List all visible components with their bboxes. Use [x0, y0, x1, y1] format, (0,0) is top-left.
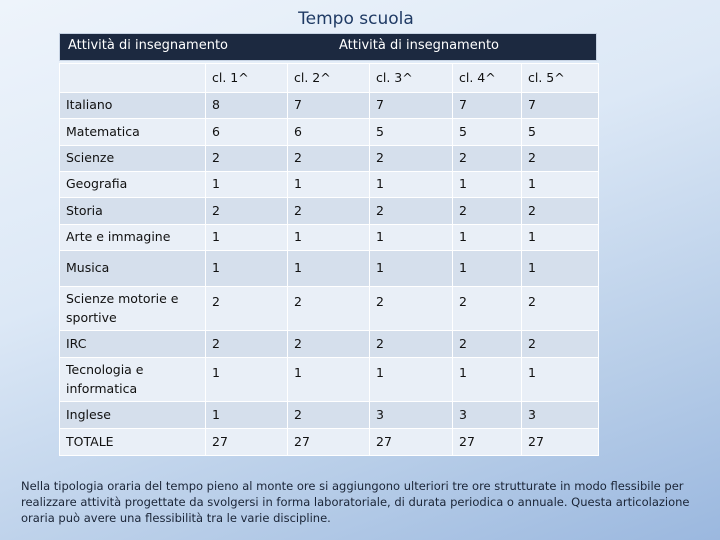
hours-cell: 2: [288, 198, 370, 225]
subject-cell: Inglese: [60, 402, 206, 429]
hours-cell: 1: [206, 172, 288, 198]
hours-cell: 3: [370, 402, 453, 429]
hours-cell: 2: [522, 287, 599, 331]
hours-cell: 2: [288, 331, 370, 358]
hours-cell: 2: [453, 331, 522, 358]
hours-cell: 1: [522, 225, 599, 251]
hours-cell: 1: [288, 251, 370, 287]
hours-cell: 1: [453, 225, 522, 251]
footnote-text: Nella tipologia oraria del tempo pieno al monte ore si aggiungono ulteriori tre ore strutturate in modo flessibile per realizzare attività progettate da svolgersi in forma laboratoriale, di durata periodica o annuale. Questa articolazione oraria può avere una flessibilità tra le varie discipline.: [21, 479, 690, 526]
hours-cell: 2: [453, 287, 522, 331]
table-header-bar: [59, 33, 597, 61]
hours-cell: 27: [206, 429, 288, 456]
hours-cell: 2: [288, 287, 370, 331]
column-header-subject: [60, 64, 206, 93]
table-row: [60, 146, 599, 172]
hours-cell: 2: [453, 198, 522, 225]
subject-cell: TOTALE: [60, 429, 206, 456]
subject-cell: Musica: [60, 251, 206, 287]
slide-title: Tempo scuola: [298, 9, 414, 29]
table-row: [60, 93, 599, 119]
hours-cell: 5: [522, 119, 599, 146]
table-row: [60, 402, 599, 429]
hours-cell: 6: [288, 119, 370, 146]
hours-cell: 1: [453, 251, 522, 287]
hours-cell: 2: [288, 146, 370, 172]
hours-cell: 1: [370, 358, 453, 402]
hours-cell: 2: [522, 146, 599, 172]
hours-cell: 5: [453, 119, 522, 146]
hours-cell: 6: [206, 119, 288, 146]
hours-cell: 5: [370, 119, 453, 146]
subject-cell: Storia: [60, 198, 206, 225]
hours-cell: 1: [288, 225, 370, 251]
hours-cell: 2: [370, 146, 453, 172]
hours-cell: 27: [453, 429, 522, 456]
header-right-label: Attività di insegnamento: [339, 38, 499, 53]
subject-cell: Scienze: [60, 146, 206, 172]
hours-cell: 27: [522, 429, 599, 456]
schedule-table: [59, 63, 599, 456]
table-row: [60, 119, 599, 146]
hours-cell: 1: [522, 172, 599, 198]
subject-cell: Tecnologia e informatica: [60, 358, 206, 402]
table-row: [60, 331, 599, 358]
column-header-row: [60, 64, 599, 93]
hours-cell: 1: [453, 358, 522, 402]
column-header-class-1: cl. 1^: [206, 64, 288, 93]
hours-cell: 2: [288, 402, 370, 429]
hours-cell: 2: [206, 331, 288, 358]
hours-cell: 2: [206, 146, 288, 172]
hours-cell: 2: [522, 198, 599, 225]
table-row: [60, 225, 599, 251]
table-row: [60, 287, 599, 331]
hours-cell: 1: [522, 251, 599, 287]
hours-cell: 1: [288, 358, 370, 402]
subject-cell: Italiano: [60, 93, 206, 119]
hours-cell: 2: [370, 331, 453, 358]
column-header-class-5: cl. 5^: [522, 64, 599, 93]
table-row: [60, 198, 599, 225]
hours-cell: 1: [206, 402, 288, 429]
column-header-class-3: cl. 3^: [370, 64, 453, 93]
total-row: [60, 429, 599, 456]
subject-cell: Matematica: [60, 119, 206, 146]
hours-cell: 1: [522, 358, 599, 402]
hours-cell: 27: [288, 429, 370, 456]
hours-cell: 1: [288, 172, 370, 198]
hours-cell: 1: [206, 225, 288, 251]
subject-cell: Arte e immagine: [60, 225, 206, 251]
hours-cell: 8: [206, 93, 288, 119]
column-header-class-2: cl. 2^: [288, 64, 370, 93]
hours-cell: 7: [288, 93, 370, 119]
hours-cell: 3: [453, 402, 522, 429]
hours-cell: 1: [206, 251, 288, 287]
hours-cell: 7: [370, 93, 453, 119]
hours-cell: 1: [370, 251, 453, 287]
hours-cell: 2: [206, 287, 288, 331]
hours-cell: 3: [522, 402, 599, 429]
hours-cell: 1: [206, 358, 288, 402]
subject-cell: Geografia: [60, 172, 206, 198]
table-row: [60, 358, 599, 402]
hours-cell: 7: [522, 93, 599, 119]
hours-cell: 1: [453, 172, 522, 198]
column-header-class-4: cl. 4^: [453, 64, 522, 93]
hours-cell: 1: [370, 172, 453, 198]
hours-cell: 2: [453, 146, 522, 172]
hours-cell: 1: [370, 225, 453, 251]
table-row: [60, 251, 599, 287]
hours-cell: 2: [522, 331, 599, 358]
hours-cell: 27: [370, 429, 453, 456]
table-row: [60, 172, 599, 198]
hours-cell: 2: [370, 287, 453, 331]
hours-cell: 2: [206, 198, 288, 225]
subject-cell: Scienze motorie e sportive: [60, 287, 206, 331]
header-left-label: Attività di insegnamento: [68, 38, 228, 53]
hours-cell: 2: [370, 198, 453, 225]
hours-cell: 7: [453, 93, 522, 119]
subject-cell: IRC: [60, 331, 206, 358]
